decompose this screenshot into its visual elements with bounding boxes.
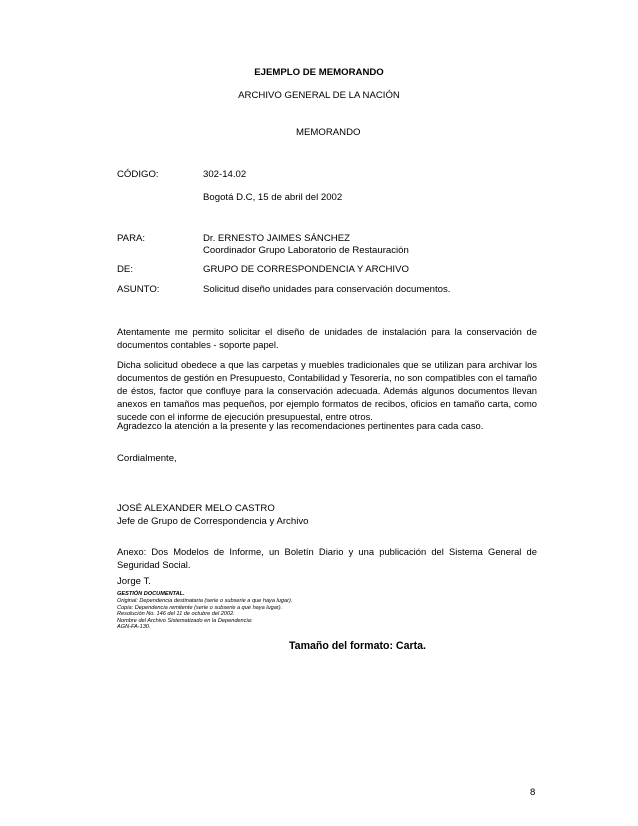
annex-note: Anexo: Dos Modelos de Informe, un Boletín Diario y una publicación del Sistema General de Seguridad Social. <box>117 546 537 570</box>
typist-initials: Jorge T. <box>117 576 151 587</box>
organization-name: ARCHIVO GENERAL DE LA NACIÓN <box>238 90 400 101</box>
gestion-line: Copia: Dependencia remitente (serie o subserie a que haya lugar). <box>117 604 283 611</box>
body-paragraph-1: Atentamente me permito solicitar el diseño de unidades de instalación para la conservación de documentos contables - soporte papel. <box>117 326 537 350</box>
signer-name: JOSÉ ALEXANDER MELO CASTRO <box>117 503 275 514</box>
para-role: Coordinador Grupo Laboratorio de Restauración <box>203 245 409 256</box>
page-number: 8 <box>530 787 536 798</box>
example-title: EJEMPLO DE MEMORANDO <box>254 67 384 78</box>
codigo-value: 302-14.02 <box>203 169 247 180</box>
asunto-label: ASUNTO: <box>117 284 160 295</box>
asunto-value: Solicitud diseño unidades para conservación documentos. <box>203 284 451 295</box>
gestion-line: AGN-FA-130. <box>117 624 151 631</box>
para-name: Dr. ERNESTO JAIMES SÁNCHEZ <box>203 233 350 244</box>
body-paragraph-2: Dicha solicitud obedece a que las carpetas y muebles tradicionales que se utilizan para archivar los documentos de gestión en Presupuesto, Contabilidad y Tesorería, no son compatibles con el tamaño de éstos, factor que confluye para la conservación adecuada. Además algunos documentos llevan anexos en tamaños mas pequeños, por ejemplo formatos de recibos, oficios en tamaño carta, como sucede con el informe de ejecución presupuestal, entre otros. <box>117 359 537 422</box>
de-label: DE: <box>117 264 133 275</box>
closing: Cordialmente, <box>117 453 177 464</box>
format-note: Tamaño del formato: Carta. <box>289 640 426 652</box>
gestion-title: GESTIÓN DOCUMENTAL. <box>117 591 185 597</box>
para-label: PARA: <box>117 233 146 244</box>
signer-role: Jefe de Grupo de Correspondencia y Archivo <box>117 516 309 527</box>
codigo-label: CÓDIGO: <box>117 169 159 180</box>
body-paragraph-3: Agradezco la atención a la presente y las recomendaciones pertinentes para cada caso. <box>117 420 484 431</box>
gestion-line: Nombre del Archivo Sistematizado en la Dependencia: <box>117 617 253 624</box>
gestion-line: Resolución No. 146 del 11 de octubre del 2002. <box>117 611 235 618</box>
memo-date: Bogotá D.C, 15 de abril del 2002 <box>203 192 343 203</box>
de-value: GRUPO DE CORRESPONDENCIA Y ARCHIVO <box>203 264 409 275</box>
gestion-line: Original: Dependencia destinataria (serie o subserie a que haya lugar). <box>117 598 293 604</box>
document-type: MEMORANDO <box>296 127 361 138</box>
